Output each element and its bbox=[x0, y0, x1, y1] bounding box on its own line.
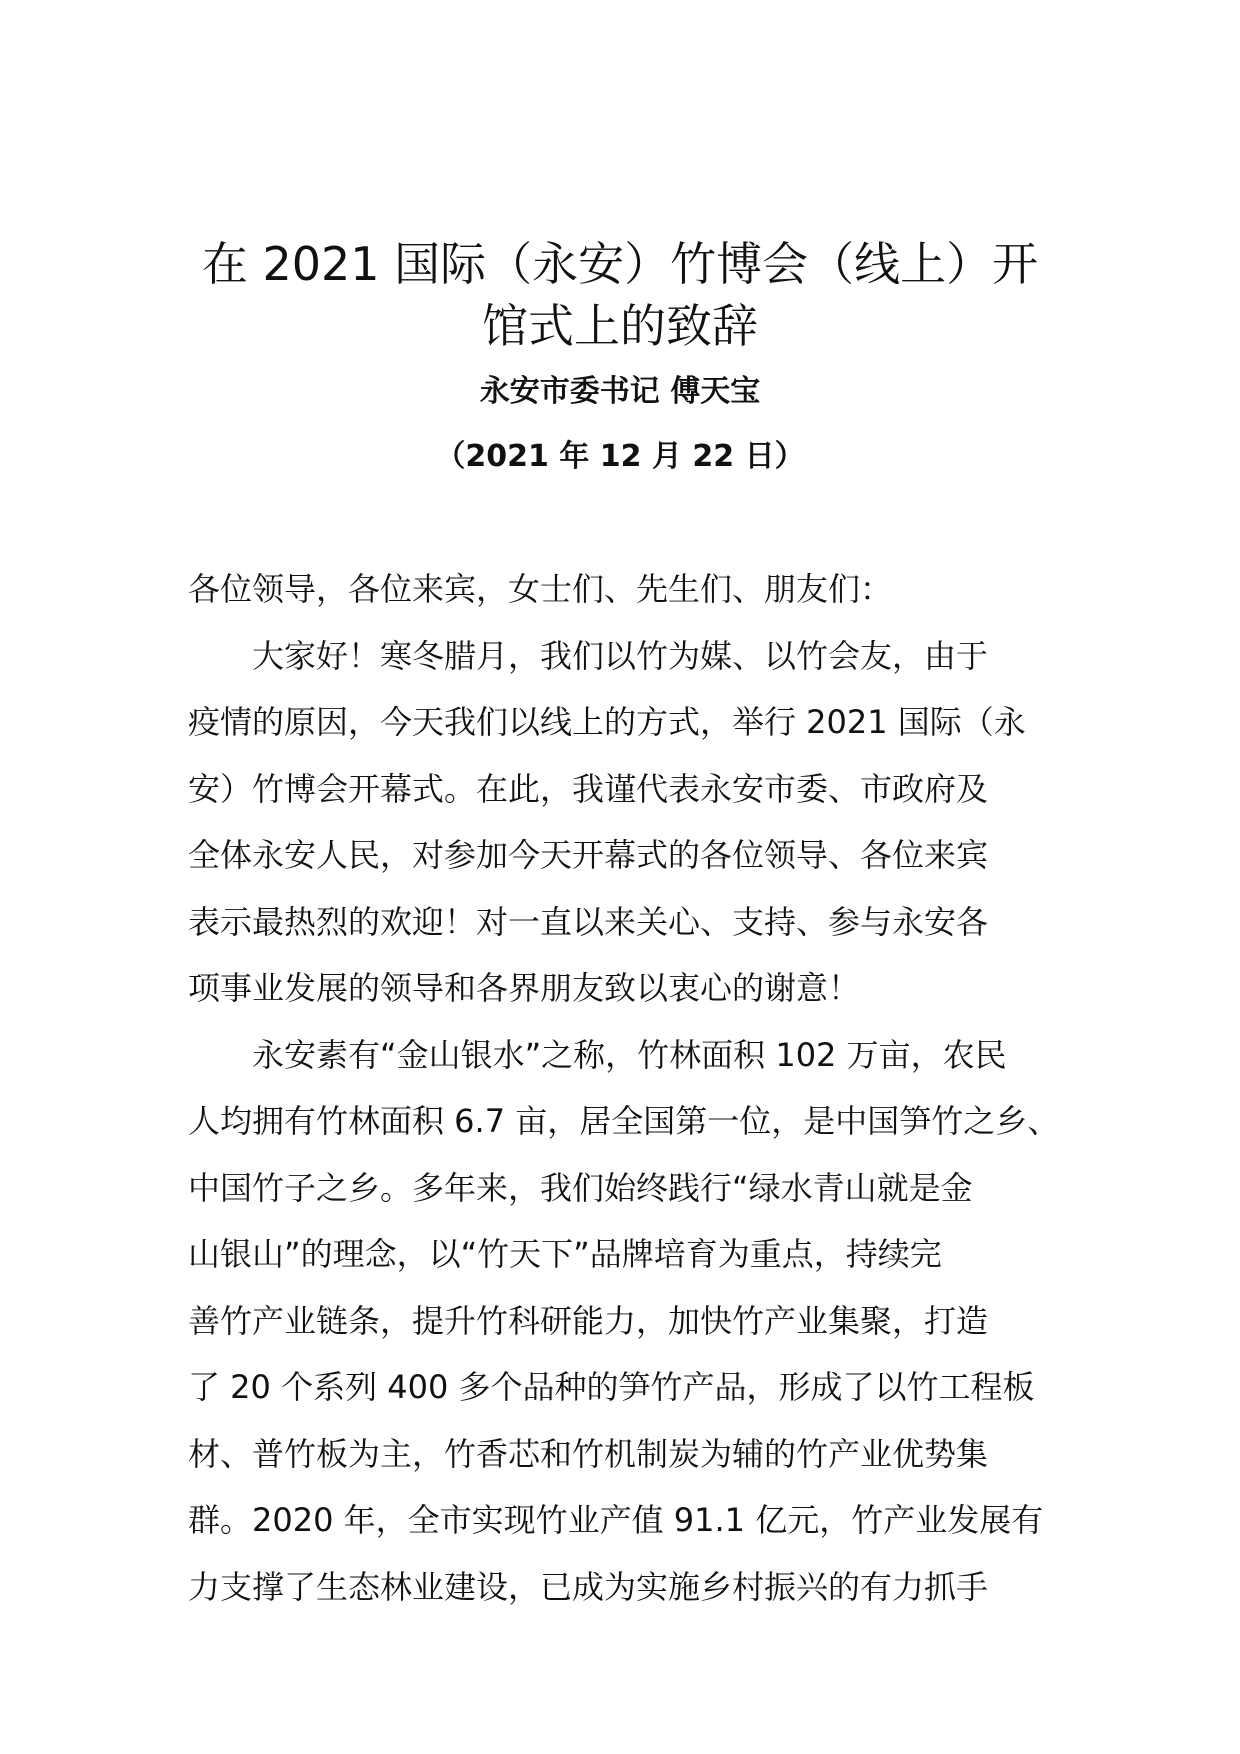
paragraph-line: 力支撑了生态林业建设，已成为实施乡村振兴的有力抓手 bbox=[188, 1567, 989, 1606]
paragraph-line: 大家好！寒冬腊月，我们以竹为媒、以竹会友，由于 bbox=[252, 636, 989, 675]
paragraph-line: 了 20 个系列 400 多个品种的笋竹产品，形成了以竹工程板 bbox=[188, 1368, 1035, 1406]
paragraph-line: 表示最热烈的欢迎！对一直以来关心、支持、参与永安各 bbox=[188, 902, 989, 941]
paragraph-line: 安）竹博会开幕式。在此，我谨代表永安市委、市政府及 bbox=[188, 769, 989, 808]
paragraph-line: 山银山”的理念，以“竹天下”品牌培育为重点，持续完 bbox=[188, 1235, 942, 1273]
document-title-line-2: 馆式上的致辞 bbox=[482, 299, 758, 353]
paragraph-line: 全体永安人民，对参加今天开幕式的各位领导、各位来宾 bbox=[188, 836, 989, 874]
salutation-line: 各位领导，各位来宾，女士们、先生们、朋友们： bbox=[188, 570, 893, 608]
paragraph-line: 群。2020 年，全市实现竹业产值 91.1 亿元，竹产业发展有 bbox=[188, 1501, 1044, 1539]
paragraph-line: 材、普竹板为主，竹香芯和竹机制炭为辅的竹产业优势集 bbox=[188, 1434, 989, 1473]
paragraph-line: 项事业发展的领导和各界朋友致以衷心的谢意！ bbox=[188, 969, 861, 1007]
document-body bbox=[188, 556, 1068, 1620]
paragraph-line: 永安素有“金山银水”之称，竹林面积 102 万亩，农民 bbox=[252, 1035, 1007, 1074]
document-author: 永安市委书记 傅天宝 bbox=[479, 374, 761, 409]
paragraph-line: 善竹产业链条，提升竹科研能力，加快竹产业集聚，打造 bbox=[188, 1301, 989, 1340]
paragraph-line: 疫情的原因，今天我们以线上的方式，举行 2021 国际（永 bbox=[188, 703, 1026, 741]
document-title-line-1: 在 2021 国际（永安）竹博会（线上）开 bbox=[201, 237, 1039, 291]
paragraph-line: 中国竹子之乡。多年来，我们始终践行“绿水青山就是金 bbox=[188, 1168, 973, 1207]
paragraph-line: 人均拥有竹林面积 6.7 亩，居全国第一位，是中国笋竹之乡、 bbox=[188, 1102, 1060, 1140]
document-date: （2021 年 12 月 22 日） bbox=[435, 439, 805, 474]
